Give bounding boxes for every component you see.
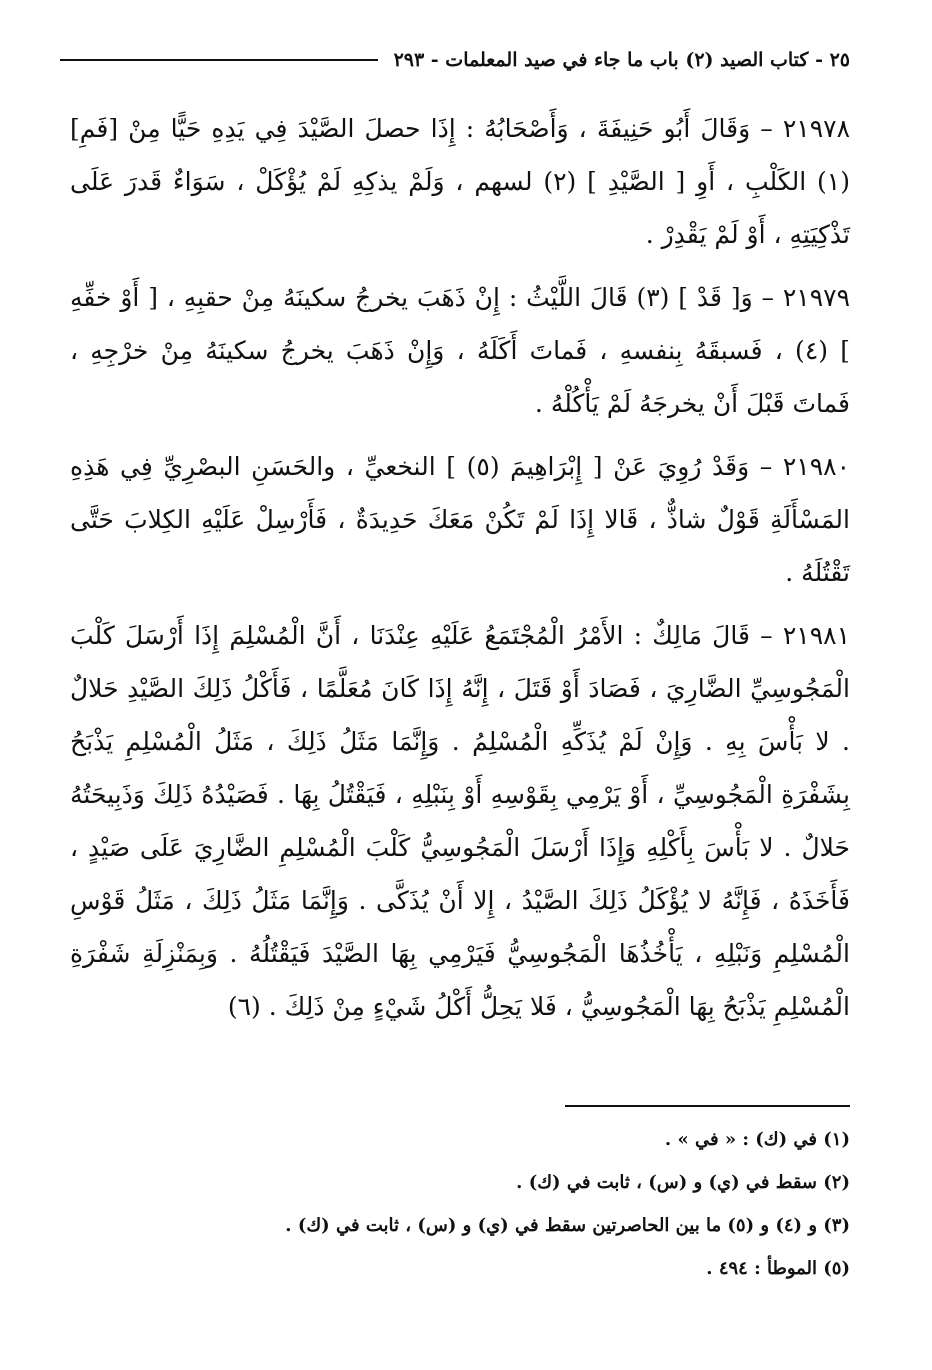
paragraph-21981: ٢١٩٨١ – قَالَ مَالِكٌ : الأَمْرُ الْمُجْتَمَعُ عَلَيْهِ عِنْدَنَا ، أَنَّ الْمُسْلِمَ إِذَا أَرْسَلَ كَلْبَ الْمَجُوسِيِّ الضَّارِيَ ، فَصَادَ أَوْ قَتَلَ ، إِنَّهُ إِذَا كَانَ مُعَلَّمًا ، فَأَكْلُ ذَلِكَ الصَّيْدِ حَلالٌ . لا بَأْسَ بِهِ . وَإِنْ لَمْ يُذَكِّهِ الْمُسْلِمُ . وَإِنَّمَا مَثَلُ ذَلِكَ ، مَثَلُ الْمُسْلِمِ يَذْبَحُ بِشَفْرَةِ الْمَجُوسِيِّ ، أَوْ يَرْمِي بِقَوْسِهِ أَوْ بِنَبْلِهِ ، فَيَقْتُلُ بِهَا . فَصَيْدُهُ ذَلِكَ وَذَبِيحَتُهُ حَلالٌ . لا بَأْسَ بِأَكْلِهِ وَإِذَا أَرْسَلَ الْمَجُوسِيُّ كَلْبَ الْمُسْلِمِ الضَّارِيَ عَلَى صَيْدٍ ، فَأَخَذَهُ ، فَإِنَّهُ لا يُؤْكَلُ ذَلِكَ الصَّيْدُ ، إِلا أَنْ يُذَكَّى . وَإِنَّمَا مَثَلُ ذَلِكَ ، مَثَلُ قَوْسِ الْمُسْلِمِ وَنَبْلِهِ ، يَأْخُذُهَا الْمَجُوسِيُّ فَيَرْمِي بِهَا الصَّيْدَ فَيَقْتُلُهُ . وَبِمَنْزِلَةِ شَفْرَةِ الْمُسْلِمِ يَذْبَحُ بِهَا الْمَجُوسِيُّ ، فَلا يَحِلُّ أَكْلُ شَيْءٍ مِنْ ذَلِكَ . (٦) (70, 621, 850, 1021)
footnote-3-4-5: (٣) و (٤) و (٥) ما بين الحاصرتين سقط في (ي) و (س) ، ثابت في (ك) . (285, 1215, 850, 1236)
main-text (70, 102, 850, 1043)
paragraph-21978: ٢١٩٧٨ – وَقَالَ أَبُو حَنِيفَةَ ، وَأَصْحَابُهُ : إِذَا حصلَ الصَّيْدَ فِي يَدِهِ حَيًّا مِنْ [فَمِ](١) الكَلْبِ ، أَوِ [ الصَّيْدِ ] (٢) لسهم ، وَلَمْ يذكِهِ لَمْ يُؤْكَلْ ، سَوَاءٌ قَدرَ عَلَى تَذْكِيَتِهِ ، أَوْ لَمْ يَقْدِرْ . (70, 114, 850, 249)
header-rule (60, 59, 378, 61)
footnote-separator (565, 1105, 850, 1107)
paragraph-21979: ٢١٩٧٩ – وَ[ قَدْ ] (٣) قَالَ اللَّيْثُ : إِنْ ذَهَبَ يخرجُ سكينَهُ مِنْ حقبِهِ ، [ أَوْ خفِّهِ ] (٤) ، فَسبقَهُ بِنفسهِ ، فَماتَ أَكَلَهُ ، وَإِنْ ذَهَبَ يخرجُ سكينَهُ مِنْ خرْجِهِ ، فَماتَ قَبْلَ أَنْ يخرجَهُ لَمْ يَأْكُلْهُ . (70, 283, 851, 418)
paragraph-21980: ٢١٩٨٠ – وَقَدْ رُوِيَ عَنْ [ إِبْرَاهِيمَ (٥) ] النخعيِّ ، والحَسَنِ البصْرِيِّ فِي هَذِهِ المَسْأَلَةِ قَوْلٌ شاذٌّ ، قَالا إِذَا لَمْ تَكُنْ مَعَكَ حَدِيدَةٌ ، فَأَرْسِلْ عَلَيْهِ الكِلابَ حَتَّى تَقْتُلَهُ . (70, 452, 851, 587)
running-header (60, 40, 850, 80)
footnote-1: (١) في (ك) : « في » . (664, 1129, 850, 1150)
footnote-5: (٥) الموطأ : ٤٩٤ . (706, 1258, 850, 1279)
footnote-2: (٢) سقط في (ي) و (س) ، ثابت في (ك) . (516, 1172, 850, 1193)
running-title: ٢٥ - كتاب الصيد (٢) باب ما جاء في صيد المعلمات - ٢٩٣ (393, 49, 850, 71)
footnotes (70, 1118, 850, 1290)
